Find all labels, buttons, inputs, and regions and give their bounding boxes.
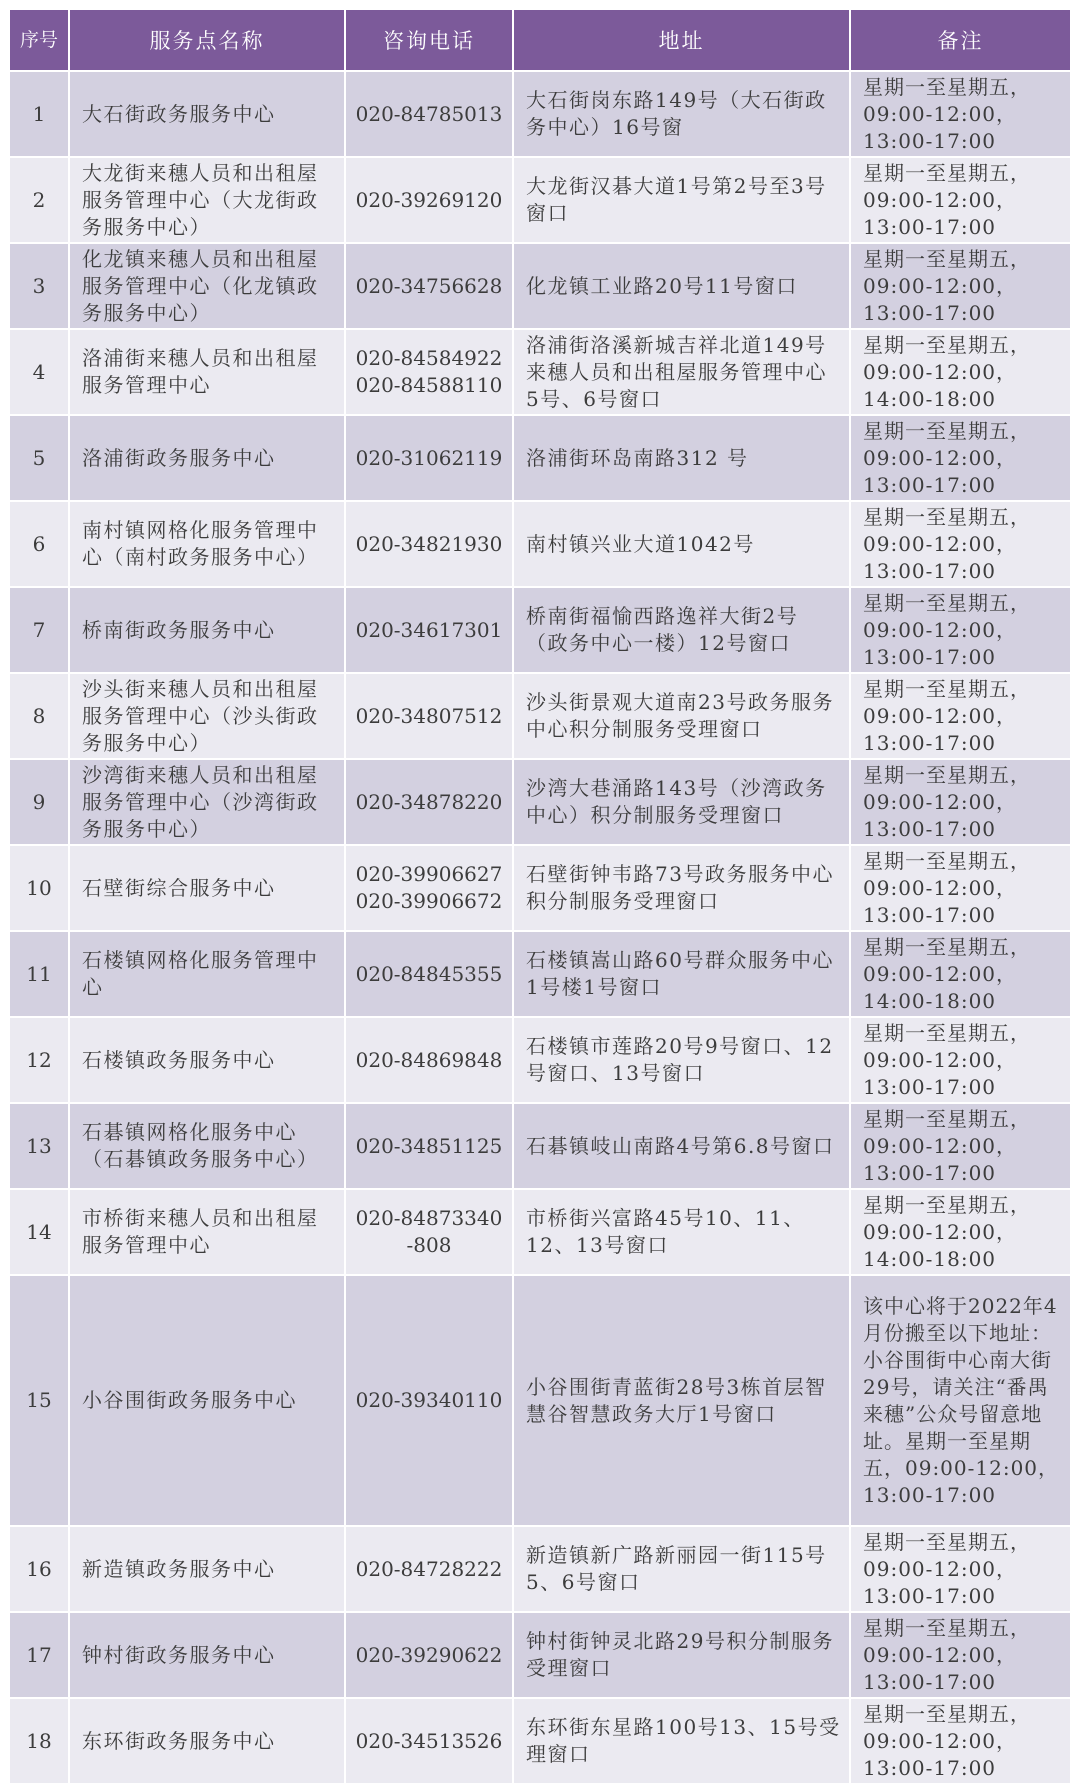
table-header — [9, 9, 1071, 71]
address-cell: 桥南街福愉西路逸祥大街2号（政务中心一楼）12号窗口 — [513, 587, 850, 673]
table-row — [9, 243, 1071, 329]
service-point-name-cell: 新造镇政务服务中心 — [69, 1526, 345, 1612]
row-number-cell: 18 — [9, 1698, 69, 1784]
service-point-name-cell: 东环街政务服务中心 — [69, 1698, 345, 1784]
service-point-name-cell: 大石街政务服务中心 — [69, 71, 345, 157]
row-number-cell: 14 — [9, 1189, 69, 1275]
table-row — [9, 1103, 1071, 1189]
table-row — [9, 501, 1071, 587]
row-number-cell: 3 — [9, 243, 69, 329]
address-cell: 石楼镇市莲路20号9号窗口、12号窗口、13号窗口 — [513, 1017, 850, 1103]
table-row — [9, 673, 1071, 759]
address-cell: 洛浦街洛溪新城吉祥北道149号来穗人员和出租屋服务管理中心5号、6号窗口 — [513, 329, 850, 415]
address-cell: 市桥街兴富路45号10、11、12、13号窗口 — [513, 1189, 850, 1275]
remark-cell: 星期一至星期五，09:00-12:00，13:00-17:00 — [850, 243, 1071, 329]
address-cell: 石碁镇岐山南路4号第6.8号窗口 — [513, 1103, 850, 1189]
row-number-cell: 15 — [9, 1275, 69, 1526]
row-number-cell: 9 — [9, 759, 69, 845]
phone-number-cell: 020-84728222 — [345, 1526, 513, 1612]
address-cell: 大石街岗东路149号（大石街政务中心）16号窗 — [513, 71, 850, 157]
table-body — [9, 71, 1071, 1784]
phone-number-cell: 020-31062119 — [345, 415, 513, 501]
service-point-name-cell: 南村镇网格化服务管理中心（南村政务服务中心） — [69, 501, 345, 587]
address-cell: 新造镇新广路新丽园一街115号5、6号窗口 — [513, 1526, 850, 1612]
table-row — [9, 1275, 1071, 1526]
row-number-cell: 8 — [9, 673, 69, 759]
table-row — [9, 759, 1071, 845]
service-point-name-cell: 石楼镇网格化服务管理中心 — [69, 931, 345, 1017]
address-cell: 沙头街景观大道南23号政务服务中心积分制服务受理窗口 — [513, 673, 850, 759]
phone-number-cell: 020-39269120 — [345, 157, 513, 243]
table-row — [9, 931, 1071, 1017]
remark-cell: 星期一至星期五，09:00-12:00，13:00-17:00 — [850, 71, 1071, 157]
phone-number-cell: 020-84785013 — [345, 71, 513, 157]
service-point-name-cell: 石壁街综合服务中心 — [69, 845, 345, 931]
table-row — [9, 1612, 1071, 1698]
table-row — [9, 329, 1071, 415]
table-row — [9, 1189, 1071, 1275]
phone-number-cell: 020-34878220 — [345, 759, 513, 845]
remark-cell: 星期一至星期五，09:00-12:00，13:00-17:00 — [850, 415, 1071, 501]
address-cell: 洛浦街环岛南路312 号 — [513, 415, 850, 501]
service-points-table — [8, 8, 1072, 1785]
service-point-name-cell: 石楼镇政务服务中心 — [69, 1017, 345, 1103]
address-cell: 小谷围街青蓝街28号3栋首层智慧谷智慧政务大厅1号窗口 — [513, 1275, 850, 1526]
service-point-name-cell: 化龙镇来穗人员和出租屋服务管理中心（化龙镇政务服务中心） — [69, 243, 345, 329]
table-row — [9, 415, 1071, 501]
phone-number-cell: 020-34851125 — [345, 1103, 513, 1189]
remark-cell: 星期一至星期五，09:00-12:00，14:00-18:00 — [850, 1189, 1071, 1275]
header-no: 序号 — [9, 9, 69, 71]
table-row — [9, 1526, 1071, 1612]
service-point-name-cell: 沙头街来穗人员和出租屋服务管理中心（沙头街政务服务中心） — [69, 673, 345, 759]
address-cell: 大龙街汉碁大道1号第2号至3号窗口 — [513, 157, 850, 243]
table-row — [9, 157, 1071, 243]
service-point-name-cell: 沙湾街来穗人员和出租屋服务管理中心（沙湾街政务服务中心） — [69, 759, 345, 845]
service-point-name-cell: 洛浦街政务服务中心 — [69, 415, 345, 501]
address-cell: 东环街东星路100号13、15号受理窗口 — [513, 1698, 850, 1784]
header-address: 地址 — [513, 9, 850, 71]
phone-number-cell: 020-84873340 -808 — [345, 1189, 513, 1275]
header-name: 服务点名称 — [69, 9, 345, 71]
service-point-name-cell: 市桥街来穗人员和出租屋服务管理中心 — [69, 1189, 345, 1275]
header-row — [9, 9, 1071, 71]
row-number-cell: 16 — [9, 1526, 69, 1612]
phone-number-cell: 020-34756628 — [345, 243, 513, 329]
row-number-cell: 5 — [9, 415, 69, 501]
address-cell: 南村镇兴业大道1042号 — [513, 501, 850, 587]
phone-number-cell: 020-39906627 020-39906672 — [345, 845, 513, 931]
table-row — [9, 845, 1071, 931]
header-phone: 咨询电话 — [345, 9, 513, 71]
address-cell: 石楼镇嵩山路60号群众服务中心1号楼1号窗口 — [513, 931, 850, 1017]
remark-cell: 星期一至星期五，09:00-12:00，13:00-17:00 — [850, 1017, 1071, 1103]
remark-cell: 星期一至星期五，09:00-12:00，13:00-17:00 — [850, 1103, 1071, 1189]
service-point-name-cell: 大龙街来穗人员和出租屋服务管理中心（大龙街政务服务中心） — [69, 157, 345, 243]
phone-number-cell: 020-84584922 020-84588110 — [345, 329, 513, 415]
remark-cell: 星期一至星期五，09:00-12:00，13:00-17:00 — [850, 501, 1071, 587]
row-number-cell: 12 — [9, 1017, 69, 1103]
row-number-cell: 6 — [9, 501, 69, 587]
row-number-cell: 7 — [9, 587, 69, 673]
row-number-cell: 4 — [9, 329, 69, 415]
remark-cell: 星期一至星期五，09:00-12:00，14:00-18:00 — [850, 931, 1071, 1017]
table-row — [9, 71, 1071, 157]
remark-cell: 星期一至星期五，09:00-12:00，13:00-17:00 — [850, 1612, 1071, 1698]
phone-number-cell: 020-84845355 — [345, 931, 513, 1017]
table-row — [9, 1698, 1071, 1784]
service-point-name-cell: 钟村街政务服务中心 — [69, 1612, 345, 1698]
address-cell: 化龙镇工业路20号11号窗口 — [513, 243, 850, 329]
service-point-name-cell: 小谷围街政务服务中心 — [69, 1275, 345, 1526]
service-point-name-cell: 洛浦街来穗人员和出租屋服务管理中心 — [69, 329, 345, 415]
remark-cell: 星期一至星期五，09:00-12:00，13:00-17:00 — [850, 587, 1071, 673]
row-number-cell: 17 — [9, 1612, 69, 1698]
phone-number-cell: 020-34617301 — [345, 587, 513, 673]
address-cell: 钟村街钟灵北路29号积分制服务受理窗口 — [513, 1612, 850, 1698]
phone-number-cell: 020-39290622 — [345, 1612, 513, 1698]
service-point-name-cell: 石碁镇网格化服务中心（石碁镇政务服务中心） — [69, 1103, 345, 1189]
phone-number-cell: 020-39340110 — [345, 1275, 513, 1526]
address-cell: 石壁街钟韦路73号政务服务中心积分制服务受理窗口 — [513, 845, 850, 931]
service-point-name-cell: 桥南街政务服务中心 — [69, 587, 345, 673]
remark-cell: 该中心将于2022年4月份搬至以下地址：小谷围街中心南大街29号，请关注“番禺来穗”公众号留意地址。星期一至星期五，09:00-12:00，13:00-17:00 — [850, 1275, 1071, 1526]
row-number-cell: 2 — [9, 157, 69, 243]
table-row — [9, 587, 1071, 673]
row-number-cell: 1 — [9, 71, 69, 157]
header-note: 备注 — [850, 9, 1071, 71]
remark-cell: 星期一至星期五，09:00-12:00，13:00-17:00 — [850, 673, 1071, 759]
remark-cell: 星期一至星期五，09:00-12:00，14:00-18:00 — [850, 329, 1071, 415]
row-number-cell: 13 — [9, 1103, 69, 1189]
remark-cell: 星期一至星期五，09:00-12:00，13:00-17:00 — [850, 1526, 1071, 1612]
remark-cell: 星期一至星期五，09:00-12:00，13:00-17:00 — [850, 759, 1071, 845]
remark-cell: 星期一至星期五，09:00-12:00，13:00-17:00 — [850, 157, 1071, 243]
row-number-cell: 10 — [9, 845, 69, 931]
remark-cell: 星期一至星期五，09:00-12:00，13:00-17:00 — [850, 1698, 1071, 1784]
phone-number-cell: 020-84869848 — [345, 1017, 513, 1103]
phone-number-cell: 020-34513526 — [345, 1698, 513, 1784]
remark-cell: 星期一至星期五，09:00-12:00，13:00-17:00 — [850, 845, 1071, 931]
table-row — [9, 1017, 1071, 1103]
row-number-cell: 11 — [9, 931, 69, 1017]
phone-number-cell: 020-34807512 — [345, 673, 513, 759]
phone-number-cell: 020-34821930 — [345, 501, 513, 587]
address-cell: 沙湾大巷涌路143号（沙湾政务中心）积分制服务受理窗口 — [513, 759, 850, 845]
